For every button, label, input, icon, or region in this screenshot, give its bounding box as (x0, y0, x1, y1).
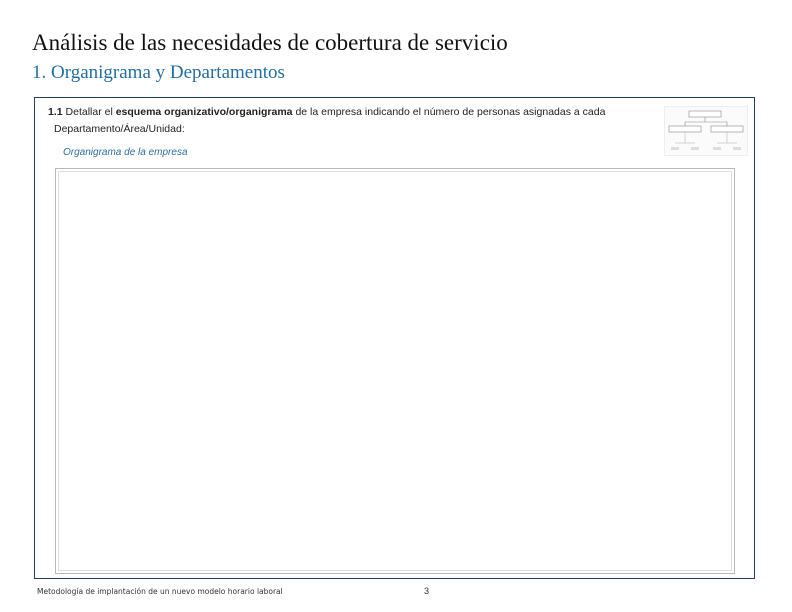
instruction-line2: Departamento/Área/Unidad: (54, 123, 185, 135)
instruction-bold-term: esquema organizativo/organigrama (115, 106, 293, 118)
page-title: Análisis de las necesidades de cobertura de servicio (32, 30, 508, 55)
instruction-tail: de la empresa indicando el número de personas asignadas a cada (292, 106, 606, 118)
instruction-number: 1.1 (48, 106, 63, 118)
instruction-lead: Detallar el (62, 106, 116, 118)
org-chart-input-area[interactable] (55, 168, 735, 574)
instruction-text (48, 104, 652, 138)
section-label: Organigrama de la empresa (63, 147, 188, 158)
section-heading: 1. Organigrama y Departamentos (32, 62, 285, 83)
org-chart-icon (664, 106, 748, 156)
page-number: 3 (424, 586, 430, 596)
footer-text: Metodología de implantación de un nuevo modelo horario laboral (37, 587, 283, 596)
form-frame (34, 97, 755, 579)
